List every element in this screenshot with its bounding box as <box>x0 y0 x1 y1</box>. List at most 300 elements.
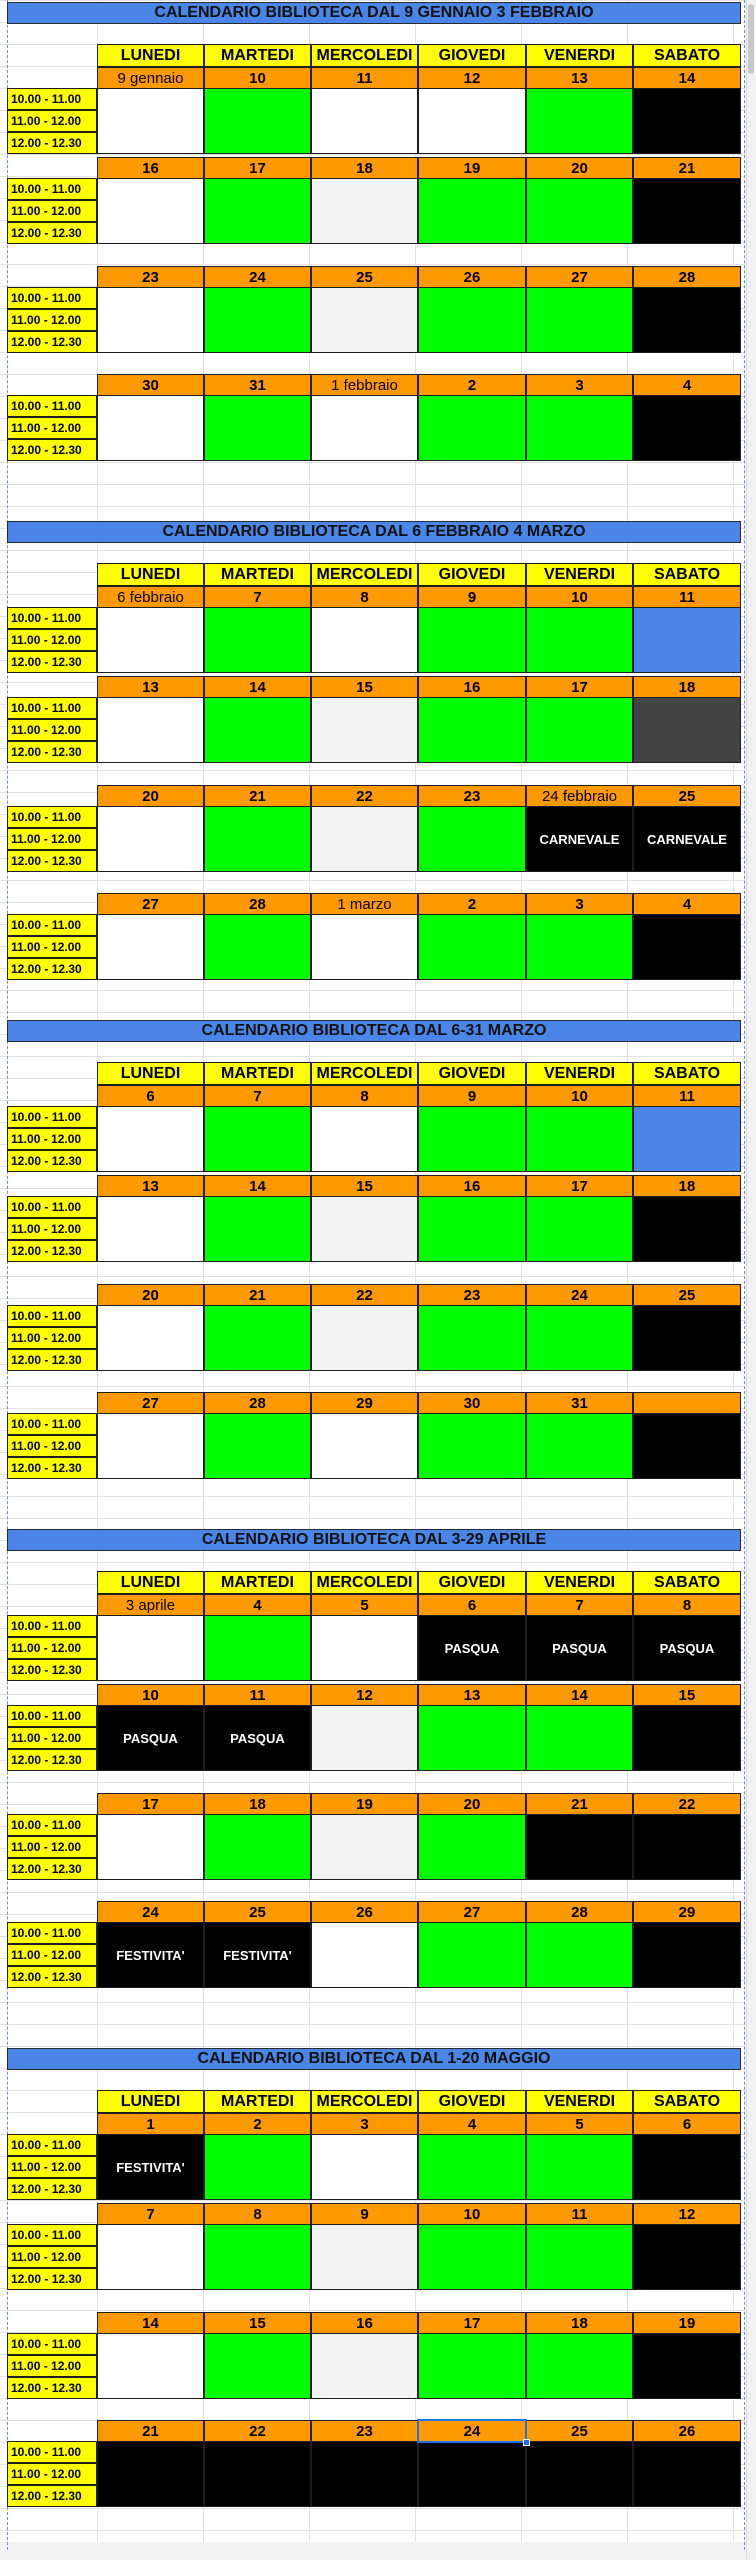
date-cell[interactable] <box>526 67 633 89</box>
day-slot-block[interactable] <box>633 2224 741 2290</box>
date-cell[interactable] <box>633 374 741 396</box>
day-slot-block[interactable] <box>204 1922 311 1988</box>
day-slot-block[interactable] <box>97 1615 204 1681</box>
day-slot-block[interactable] <box>633 1814 741 1880</box>
date-cell[interactable] <box>526 1793 633 1815</box>
day-slot-block[interactable] <box>418 1922 526 1988</box>
date-cell[interactable] <box>97 1085 204 1107</box>
date-cell-text: 7 <box>253 588 262 606</box>
day-slot-block[interactable] <box>418 914 526 980</box>
date-cell[interactable] <box>97 2420 204 2442</box>
time-slot-label <box>7 1944 97 1966</box>
date-cell-text: 8 <box>682 1596 692 1614</box>
date-cell[interactable] <box>418 893 526 915</box>
day-slot-block[interactable] <box>526 2134 633 2200</box>
date-cell[interactable] <box>526 1175 633 1197</box>
date-cell[interactable] <box>633 1175 741 1197</box>
date-cell[interactable] <box>204 2113 311 2135</box>
time-slot-label <box>7 2246 97 2268</box>
weekday-header <box>311 1062 418 1085</box>
day-slot-block[interactable] <box>311 2134 418 2200</box>
date-cell[interactable] <box>204 2312 311 2334</box>
date-cell[interactable] <box>97 586 204 608</box>
date-cell[interactable] <box>526 586 633 608</box>
weekday-header <box>204 1062 311 1085</box>
day-slot-block[interactable] <box>526 1413 633 1479</box>
date-cell[interactable] <box>633 1793 741 1815</box>
day-slot-block[interactable] <box>97 1305 204 1371</box>
day-slot-block[interactable] <box>633 287 741 353</box>
date-cell[interactable] <box>97 2312 204 2334</box>
date-cell[interactable] <box>526 1594 633 1616</box>
date-cell[interactable] <box>311 2312 418 2334</box>
date-cell[interactable] <box>311 266 418 288</box>
day-slot-block[interactable] <box>526 2441 633 2507</box>
day-slot-block[interactable] <box>204 914 311 980</box>
day-slot-block[interactable] <box>633 1922 741 1988</box>
date-cell-text: 27 <box>142 1394 159 1412</box>
date-cell[interactable] <box>204 1793 311 1815</box>
day-slot-block[interactable] <box>311 1615 418 1681</box>
day-slot-block[interactable] <box>97 287 204 353</box>
date-cell[interactable] <box>418 1594 526 1616</box>
date-cell[interactable] <box>204 1085 311 1107</box>
weekday-header <box>633 2090 741 2113</box>
day-slot-block[interactable] <box>311 2441 418 2507</box>
day-slot-block[interactable] <box>526 178 633 244</box>
day-slot-block[interactable] <box>418 2224 526 2290</box>
date-cell-text: 16 <box>463 678 481 696</box>
date-cell[interactable] <box>418 1175 526 1197</box>
date-cell[interactable] <box>311 1901 418 1923</box>
day-slot-block[interactable] <box>526 1705 633 1771</box>
vertical-scrollbar[interactable] <box>746 0 756 2560</box>
time-slot-label <box>7 1240 97 1262</box>
day-slot-block[interactable] <box>97 1106 204 1172</box>
date-cell[interactable] <box>526 2312 633 2334</box>
time-slot-label <box>7 1637 97 1659</box>
calendar-section-title <box>7 1529 741 1551</box>
date-cell-text: 14 <box>249 678 266 696</box>
date-cell-text: 1 <box>146 2115 155 2133</box>
date-cell[interactable] <box>526 2113 633 2135</box>
day-slot-block[interactable] <box>526 697 633 763</box>
day-slot-block[interactable] <box>311 287 418 353</box>
date-cell[interactable] <box>633 2420 741 2442</box>
date-cell[interactable] <box>418 1392 526 1414</box>
date-cell-text: 20 <box>571 159 588 177</box>
date-cell[interactable] <box>526 1085 633 1107</box>
date-cell[interactable] <box>526 893 633 915</box>
date-cell[interactable] <box>311 1594 418 1616</box>
date-cell-text: 10 <box>249 69 266 87</box>
date-cell-text: 17 <box>571 1177 588 1195</box>
day-slot-block[interactable] <box>633 806 741 872</box>
selection-fill-handle[interactable] <box>523 2439 530 2446</box>
date-cell-text: 16 <box>356 2314 373 2332</box>
day-slot-block[interactable] <box>97 178 204 244</box>
day-slot-block[interactable] <box>418 607 526 673</box>
day-slot-block[interactable] <box>418 2441 526 2507</box>
date-cell[interactable] <box>526 1901 633 1923</box>
day-slot-block[interactable] <box>633 1705 741 1771</box>
date-cell-text: 25 <box>356 268 373 286</box>
time-slot-label-text: 10.00 - 11.00 <box>11 291 82 305</box>
calendar-section-title <box>7 2048 741 2070</box>
date-cell[interactable] <box>204 1901 311 1923</box>
day-slot-block[interactable] <box>526 607 633 673</box>
date-cell[interactable] <box>204 1392 311 1414</box>
date-cell[interactable] <box>418 1684 526 1706</box>
date-cell[interactable] <box>311 67 418 89</box>
date-cell[interactable] <box>204 266 311 288</box>
date-cell[interactable] <box>418 676 526 698</box>
day-slot-block[interactable] <box>418 395 526 461</box>
day-slot-block[interactable] <box>311 395 418 461</box>
day-slot-block[interactable] <box>633 607 741 673</box>
day-slot-block[interactable] <box>526 1615 633 1681</box>
weekday-header-text: LUNEDI <box>120 565 181 583</box>
calendar-section-title-text: CALENDARIO BIBLIOTECA DAL 9 GENNAIO 3 FEBBRAIO <box>154 4 594 21</box>
date-cell[interactable] <box>204 785 311 807</box>
date-cell[interactable] <box>526 2203 633 2225</box>
date-cell[interactable] <box>204 1284 311 1306</box>
day-slot-block[interactable] <box>204 1615 311 1681</box>
day-slot-block[interactable] <box>526 88 633 154</box>
date-cell[interactable] <box>633 157 741 179</box>
day-slot-block[interactable] <box>633 1413 741 1479</box>
date-cell-text: 8 <box>360 1087 369 1105</box>
day-slot-block[interactable] <box>311 2333 418 2399</box>
date-cell[interactable] <box>97 1175 204 1197</box>
day-slot-block[interactable] <box>418 2134 526 2200</box>
date-cell[interactable] <box>633 2113 741 2135</box>
day-slot-block[interactable] <box>97 2134 204 2200</box>
time-slot-label-text: 12.00 - 12.30 <box>11 1753 82 1767</box>
date-cell[interactable] <box>97 893 204 915</box>
day-slot-block[interactable] <box>204 1814 311 1880</box>
day-slot-block[interactable] <box>418 1106 526 1172</box>
date-cell[interactable] <box>97 1284 204 1306</box>
day-slot-block-text: CARNEVALE <box>539 831 620 847</box>
day-slot-block[interactable] <box>526 1106 633 1172</box>
day-slot-block[interactable] <box>633 88 741 154</box>
day-slot-block[interactable] <box>97 697 204 763</box>
date-cell[interactable] <box>204 1684 311 1706</box>
day-slot-block[interactable] <box>311 914 418 980</box>
time-slot-label-text: 10.00 - 11.00 <box>11 918 82 932</box>
date-cell[interactable] <box>633 1085 741 1107</box>
day-slot-block[interactable] <box>526 914 633 980</box>
date-cell[interactable] <box>311 157 418 179</box>
scrollbar-thumb[interactable] <box>748 4 754 74</box>
day-slot-block[interactable] <box>418 697 526 763</box>
weekday-header <box>418 2090 526 2113</box>
day-slot-block[interactable] <box>97 1196 204 1262</box>
day-slot-block[interactable] <box>204 287 311 353</box>
weekday-header <box>97 2090 204 2113</box>
date-cell[interactable] <box>311 2420 418 2442</box>
day-slot-block[interactable] <box>97 2333 204 2399</box>
day-slot-block[interactable] <box>97 914 204 980</box>
date-cell[interactable] <box>311 1085 418 1107</box>
day-slot-block[interactable] <box>526 395 633 461</box>
time-slot-label-text: 12.00 - 12.30 <box>11 226 82 240</box>
day-slot-block[interactable] <box>633 914 741 980</box>
day-slot-block[interactable] <box>97 2441 204 2507</box>
day-slot-block[interactable] <box>204 1705 311 1771</box>
time-slot-label-text: 12.00 - 12.30 <box>11 335 82 349</box>
date-cell-text: 28 <box>249 895 266 913</box>
day-slot-block[interactable] <box>311 806 418 872</box>
date-cell-text: 9 <box>360 2205 369 2223</box>
day-slot-block[interactable] <box>311 2224 418 2290</box>
date-cell[interactable] <box>97 1684 204 1706</box>
date-cell[interactable] <box>97 676 204 698</box>
date-cell[interactable] <box>311 374 418 396</box>
date-cell[interactable] <box>97 1392 204 1414</box>
day-slot-block[interactable] <box>633 2441 741 2507</box>
date-cell[interactable] <box>97 67 204 89</box>
day-slot-block[interactable] <box>526 1814 633 1880</box>
date-cell[interactable] <box>97 266 204 288</box>
date-cell[interactable] <box>204 67 311 89</box>
day-slot-block[interactable] <box>204 2441 311 2507</box>
date-cell[interactable] <box>633 2312 741 2334</box>
day-slot-block[interactable] <box>418 1305 526 1371</box>
day-slot-block[interactable] <box>418 1814 526 1880</box>
day-slot-block[interactable] <box>633 2333 741 2399</box>
weekday-header-text: GIOVEDI <box>438 1064 506 1082</box>
day-slot-block[interactable] <box>633 697 741 763</box>
day-slot-block[interactable] <box>418 178 526 244</box>
time-slot-label-text: 11.00 - 12.00 <box>11 2250 82 2264</box>
date-cell-text: 16 <box>463 1177 481 1195</box>
day-slot-block[interactable] <box>204 806 311 872</box>
date-cell[interactable] <box>418 2113 526 2135</box>
day-slot-block[interactable] <box>418 1413 526 1479</box>
date-cell[interactable] <box>204 893 311 915</box>
date-cell[interactable] <box>418 1085 526 1107</box>
date-cell[interactable] <box>418 785 526 807</box>
day-slot-block[interactable] <box>204 697 311 763</box>
day-slot-block[interactable] <box>633 1106 741 1172</box>
date-cell[interactable] <box>204 2203 311 2225</box>
day-slot-block[interactable] <box>418 806 526 872</box>
day-slot-block[interactable] <box>97 1413 204 1479</box>
day-slot-block[interactable] <box>204 1305 311 1371</box>
day-slot-block[interactable] <box>204 2333 311 2399</box>
day-slot-block[interactable] <box>97 607 204 673</box>
day-slot-block[interactable] <box>633 1305 741 1371</box>
day-slot-block[interactable] <box>97 806 204 872</box>
time-slot-label <box>7 1836 97 1858</box>
day-slot-block[interactable] <box>633 178 741 244</box>
date-cell[interactable] <box>633 785 741 807</box>
weekday-header <box>526 44 633 67</box>
day-slot-block[interactable] <box>204 2224 311 2290</box>
weekday-header-text: LUNEDI <box>120 1573 181 1591</box>
date-cell[interactable] <box>418 266 526 288</box>
date-cell[interactable] <box>633 67 741 89</box>
date-cell[interactable] <box>311 586 418 608</box>
date-cell-text: 4 <box>467 2115 477 2133</box>
date-cell[interactable] <box>526 1392 633 1414</box>
day-slot-block[interactable] <box>311 1413 418 1479</box>
date-cell[interactable] <box>97 1594 204 1616</box>
day-slot-block[interactable] <box>204 1106 311 1172</box>
day-slot-block[interactable] <box>204 607 311 673</box>
date-cell[interactable] <box>97 2203 204 2225</box>
day-slot-block[interactable] <box>311 1305 418 1371</box>
date-cell[interactable] <box>204 1175 311 1197</box>
time-slot-label <box>7 1727 97 1749</box>
date-cell-text: 20 <box>463 1795 481 1813</box>
day-slot-block[interactable] <box>526 287 633 353</box>
date-cell[interactable] <box>418 374 526 396</box>
date-cell[interactable] <box>418 2203 526 2225</box>
time-slot-label <box>7 132 97 154</box>
date-cell[interactable] <box>633 1901 741 1923</box>
date-cell[interactable] <box>204 374 311 396</box>
date-cell-text: 8 <box>360 588 369 606</box>
day-slot-block[interactable] <box>311 1705 418 1771</box>
date-cell[interactable] <box>418 157 526 179</box>
date-cell[interactable] <box>204 676 311 698</box>
date-cell[interactable] <box>633 586 741 608</box>
date-cell[interactable] <box>633 1594 741 1616</box>
day-slot-block[interactable] <box>204 178 311 244</box>
day-slot-block[interactable] <box>418 1196 526 1262</box>
day-slot-block[interactable] <box>311 1814 418 1880</box>
date-cell-text: 5 <box>360 1596 369 1614</box>
day-slot-block[interactable] <box>204 2134 311 2200</box>
date-cell[interactable] <box>97 157 204 179</box>
day-slot-block[interactable] <box>418 1705 526 1771</box>
day-slot-block[interactable] <box>526 806 633 872</box>
day-slot-block[interactable] <box>633 1196 741 1262</box>
day-slot-block[interactable] <box>204 1413 311 1479</box>
date-cell[interactable] <box>633 1684 741 1706</box>
time-slot-label-text: 12.00 - 12.30 <box>11 1461 82 1475</box>
date-cell[interactable] <box>97 785 204 807</box>
day-slot-block[interactable] <box>311 607 418 673</box>
day-slot-block[interactable] <box>633 1615 741 1681</box>
day-slot-block[interactable] <box>311 1196 418 1262</box>
day-slot-block[interactable] <box>97 88 204 154</box>
date-cell-text: 8 <box>253 2205 262 2223</box>
day-slot-block[interactable] <box>526 2224 633 2290</box>
day-slot-block[interactable] <box>633 2134 741 2200</box>
date-cell[interactable] <box>97 1793 204 1815</box>
date-cell[interactable] <box>204 157 311 179</box>
day-slot-block[interactable] <box>97 1705 204 1771</box>
day-slot-block[interactable] <box>311 697 418 763</box>
day-slot-block[interactable] <box>311 1106 418 1172</box>
date-cell[interactable] <box>526 2420 633 2442</box>
date-cell[interactable] <box>418 1284 526 1306</box>
date-cell[interactable] <box>311 893 418 915</box>
day-slot-block[interactable] <box>418 2333 526 2399</box>
date-cell-text: 24 febbraio <box>541 787 618 805</box>
date-cell[interactable] <box>97 374 204 396</box>
day-slot-block[interactable] <box>204 395 311 461</box>
date-cell[interactable] <box>526 785 633 807</box>
date-cell[interactable] <box>418 1901 526 1923</box>
day-slot-block[interactable] <box>204 1196 311 1262</box>
date-cell[interactable] <box>633 676 741 698</box>
date-cell[interactable] <box>311 1392 418 1414</box>
date-cell[interactable] <box>526 1684 633 1706</box>
day-slot-block[interactable] <box>526 1196 633 1262</box>
day-slot-block[interactable] <box>97 1814 204 1880</box>
day-slot-block[interactable] <box>418 88 526 154</box>
date-cell[interactable] <box>633 1284 741 1306</box>
day-slot-block[interactable] <box>97 395 204 461</box>
day-slot-block[interactable] <box>418 287 526 353</box>
date-cell-text: 27 <box>463 1903 481 1921</box>
day-slot-block-text: CARNEVALE <box>647 831 727 847</box>
day-slot-block[interactable] <box>311 1922 418 1988</box>
time-slot-label <box>7 2463 97 2485</box>
day-slot-block[interactable] <box>204 88 311 154</box>
date-cell[interactable] <box>311 1284 418 1306</box>
date-cell[interactable] <box>526 157 633 179</box>
date-cell[interactable] <box>633 266 741 288</box>
day-slot-block[interactable] <box>526 1305 633 1371</box>
date-cell[interactable] <box>311 2203 418 2225</box>
date-cell[interactable] <box>311 785 418 807</box>
date-cell[interactable] <box>526 676 633 698</box>
date-cell[interactable] <box>311 676 418 698</box>
date-cell[interactable] <box>526 374 633 396</box>
date-cell[interactable] <box>204 1594 311 1616</box>
date-cell[interactable] <box>97 1901 204 1923</box>
date-cell[interactable] <box>311 1175 418 1197</box>
date-cell[interactable] <box>418 67 526 89</box>
day-slot-block[interactable] <box>526 1922 633 1988</box>
day-slot-block[interactable] <box>633 395 741 461</box>
date-cell[interactable] <box>633 893 741 915</box>
date-cell[interactable] <box>311 2113 418 2135</box>
time-slot-label <box>7 1413 97 1435</box>
date-cell[interactable] <box>418 586 526 608</box>
date-cell[interactable] <box>204 2420 311 2442</box>
day-slot-block[interactable] <box>526 2333 633 2399</box>
date-cell[interactable] <box>633 1392 741 1414</box>
date-cell[interactable] <box>633 2203 741 2225</box>
weekday-header <box>633 563 741 586</box>
day-slot-block[interactable] <box>418 1615 526 1681</box>
time-slot-label-text: 10.00 - 11.00 <box>11 2228 82 2242</box>
date-cell[interactable] <box>311 1684 418 1706</box>
date-cell[interactable] <box>311 1793 418 1815</box>
date-cell[interactable] <box>526 266 633 288</box>
date-cell[interactable] <box>97 2113 204 2135</box>
day-slot-block[interactable] <box>311 178 418 244</box>
day-slot-block[interactable] <box>97 1922 204 1988</box>
date-cell[interactable] <box>204 586 311 608</box>
time-slot-label-text: 10.00 - 11.00 <box>11 2445 82 2459</box>
date-cell[interactable] <box>418 2312 526 2334</box>
date-cell[interactable] <box>418 2420 526 2442</box>
date-cell[interactable] <box>526 1284 633 1306</box>
date-cell[interactable] <box>418 1793 526 1815</box>
day-slot-block[interactable] <box>311 88 418 154</box>
time-slot-label-text: 10.00 - 11.00 <box>11 1309 82 1323</box>
day-slot-block[interactable] <box>97 2224 204 2290</box>
time-slot-label-text: 11.00 - 12.00 <box>11 940 82 954</box>
